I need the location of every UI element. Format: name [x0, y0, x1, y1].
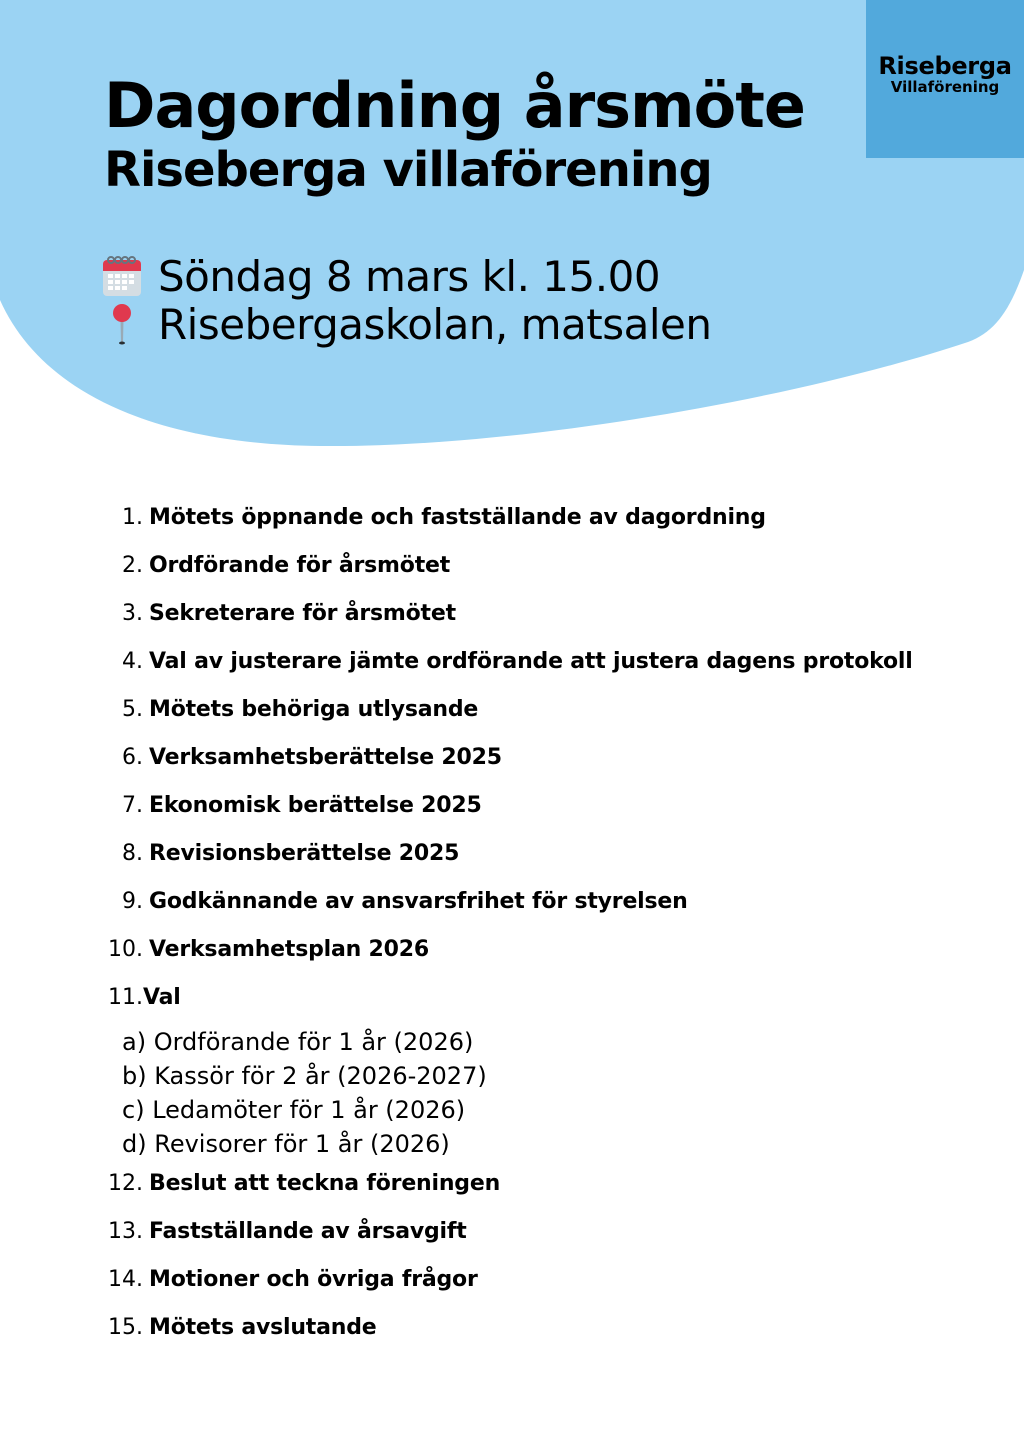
agenda-item-number: 14. [108, 1267, 143, 1292]
agenda-item-number: 10. [108, 937, 143, 962]
agenda-item [100, 553, 913, 601]
agenda-item-label: Verksamhetsplan 2026 [149, 937, 429, 962]
agenda-item-label: Ordförande för årsmötet [149, 553, 451, 578]
logo-subtitle: Villaförening [890, 78, 1000, 96]
agenda-item-label: Verksamhetsberättelse 2025 [149, 745, 502, 770]
agenda-item-label: Val [143, 985, 181, 1010]
agenda-item-number: 8. [122, 841, 143, 866]
agenda-item-number: 1. [122, 505, 143, 530]
agenda-item-label: Sekreterare för årsmötet [149, 601, 456, 626]
agenda-item-number: 2. [122, 553, 143, 578]
val-subitems [100, 1025, 913, 1161]
logo-name: Riseberga [878, 52, 1012, 80]
agenda-item-label: Revisionsberättelse 2025 [149, 841, 460, 866]
agenda-item [100, 745, 913, 793]
agenda-item [100, 889, 913, 937]
val-subitem: d) Revisorer för 1 år (2026) [122, 1130, 450, 1158]
agenda-list [100, 505, 913, 1363]
agenda-item [100, 649, 913, 697]
agenda-item-label: Godkännande av ansvarsfrihet för styrelsen [149, 889, 688, 914]
agenda-item-label: Ekonomisk berättelse 2025 [149, 793, 482, 818]
agenda-item [100, 601, 913, 649]
agenda-item-number: 9. [122, 889, 143, 914]
agenda-item-number: 6. [122, 745, 143, 770]
agenda-item-number: 11. [108, 985, 143, 1010]
val-subitem: c) Ledamöter för 1 år (2026) [122, 1096, 466, 1124]
agenda-item [100, 937, 913, 985]
agenda-item-number: 7. [122, 793, 143, 818]
agenda-item [100, 1171, 913, 1219]
meeting-location-text: Risebergaskolan, matsalen [158, 299, 712, 349]
agenda-item-number: 5. [122, 697, 143, 722]
agenda-item [100, 1315, 913, 1363]
agenda-item [100, 505, 913, 553]
agenda-item-label: Val av justerare jämte ordförande att justera dagens protokoll [149, 649, 913, 674]
meeting-date [100, 252, 712, 300]
agenda-item-number: 3. [122, 601, 143, 626]
title-line-1: Dagordning årsmöte [104, 69, 805, 142]
meeting-info [100, 252, 712, 348]
map-pin-icon [100, 302, 144, 346]
agenda-item-label: Mötets öppnande och fastställande av dagordning [149, 505, 766, 530]
agenda-item-number: 12. [108, 1171, 143, 1196]
agenda-item-number: 13. [108, 1219, 143, 1244]
agenda-item-label: Beslut att teckna föreningen [149, 1171, 501, 1196]
agenda-item-label: Motioner och övriga frågor [149, 1267, 478, 1292]
val-subitem: a) Ordförande för 1 år (2026) [122, 1028, 474, 1056]
meeting-location [100, 300, 712, 348]
agenda-item [100, 1219, 913, 1267]
agenda-item-label: Mötets behöriga utlysande [149, 697, 479, 722]
agenda-item-number: 15. [108, 1315, 143, 1340]
logo-badge [866, 0, 1024, 158]
page-title [104, 70, 805, 198]
agenda-item-label: Fastställande av årsavgift [149, 1219, 467, 1244]
agenda-item [100, 841, 913, 889]
agenda-item [100, 697, 913, 745]
agenda-item-val [100, 985, 913, 1025]
meeting-date-text: Söndag 8 mars kl. 15.00 [158, 251, 661, 301]
agenda-item [100, 793, 913, 841]
agenda-item-label: Mötets avslutande [149, 1315, 377, 1340]
calendar-icon [100, 254, 144, 298]
agenda-item-number: 4. [122, 649, 143, 674]
val-subitem: b) Kassör för 2 år (2026-2027) [122, 1062, 487, 1090]
agenda-item [100, 1267, 913, 1315]
title-line-2: Riseberga villaförening [104, 142, 712, 198]
